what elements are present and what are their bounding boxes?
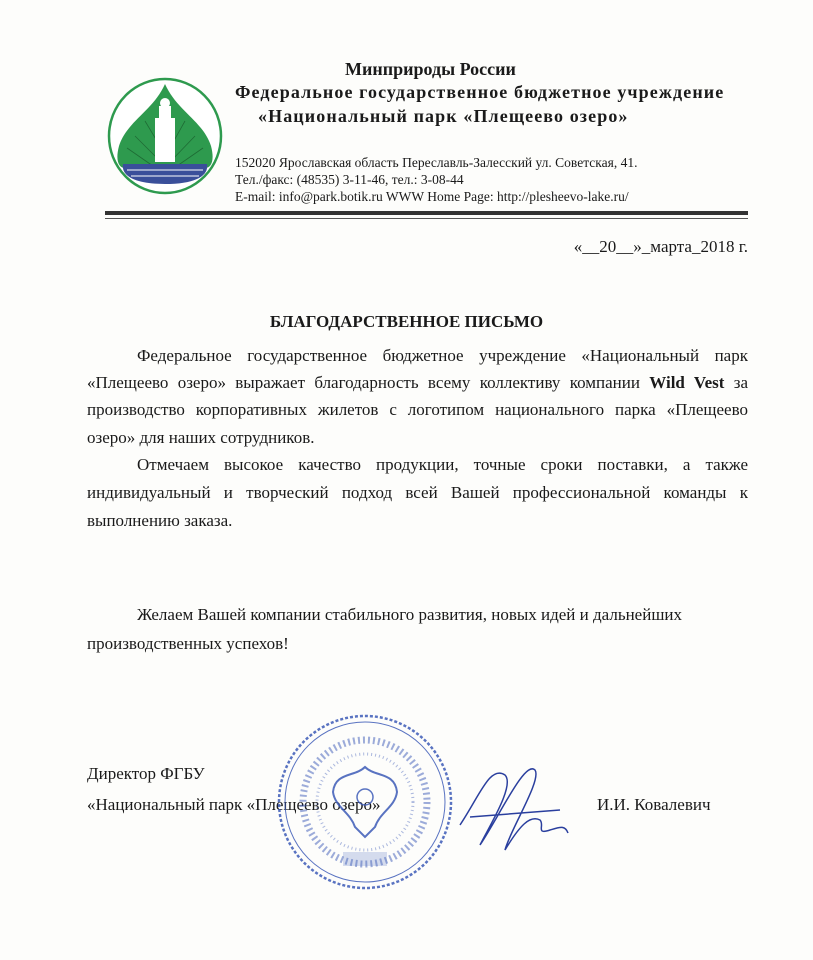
- institution-name: Федеральное государственное бюджетное учреждение: [235, 82, 725, 102]
- body-line: озеро» для наших сотрудников.: [87, 428, 315, 447]
- body-line: Отмечаем высокое качество продукции, точные сроки поставки, а также: [137, 455, 748, 474]
- letter-title: БЛАГОДАРСТВЕННОЕ ПИСЬМО: [269, 312, 544, 331]
- handwritten-signature: [450, 755, 580, 865]
- park-name: «Национальный парк «Плещеево озеро»: [258, 106, 629, 126]
- header-rule: [105, 211, 748, 215]
- park-logo: [105, 76, 227, 196]
- address: 152020 Ярославская область Переславль-Залесский ул. Советская, 41.: [235, 155, 638, 170]
- header-rule-thin: [105, 218, 748, 219]
- signatory-position: Директор ФГБУ: [87, 764, 205, 783]
- body-line: индивидуальный и творческий подход всей Вашей профессиональной команды к: [87, 483, 748, 502]
- body-line: «Плещеево озеро» выражает благодарность всему коллективу компании Wild Vest за: [87, 373, 748, 392]
- email-web: E-mail: info@park.botik.ru WWW Home Page: http://plesheevo-lake.ru/: [235, 189, 629, 204]
- signatory-name: И.И. Ковалевич: [597, 795, 711, 814]
- body-line: производственных успехов!: [87, 634, 289, 653]
- body-line: производство корпоративных жилетов с логотипом национального парка «Плещеево: [87, 400, 748, 419]
- letter-date: «__20__»_марта_2018 г.: [573, 237, 748, 256]
- official-seal: [275, 712, 455, 892]
- signatory-org: «Национальный парк «Плещеево озеро»: [87, 795, 381, 814]
- company-name: Wild Vest: [649, 373, 725, 392]
- phone: Тел./факс: (48535) 3-11-46, тел.: 3-08-44: [235, 172, 464, 187]
- body-line: Желаем Вашей компании стабильного развития, новых идей и дальнейших: [137, 605, 683, 624]
- body-line: Федеральное государственное бюджетное учреждение «Национальный парк: [137, 346, 748, 365]
- body-line: выполнению заказа.: [87, 511, 233, 530]
- ministry-name: Минприроды России: [345, 59, 516, 79]
